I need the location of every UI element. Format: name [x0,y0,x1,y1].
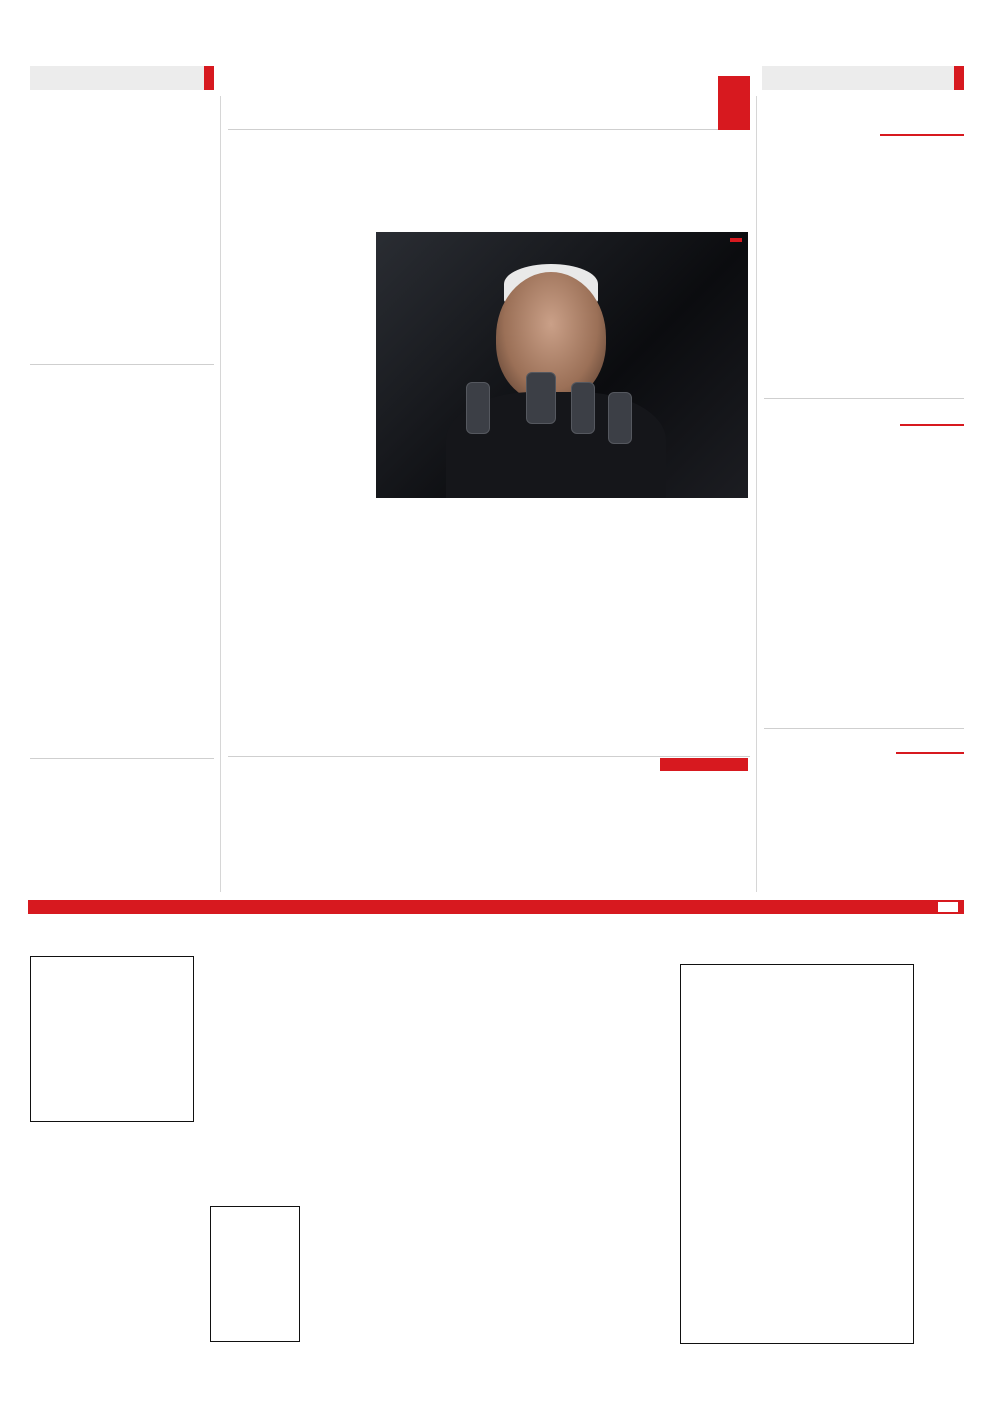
microphone-icon [466,382,490,434]
mini-crossword-grid [210,1206,300,1342]
across-clues [320,982,672,1142]
story-divider [228,756,750,757]
report-tag-2 [660,758,748,771]
microphone-icon [608,392,632,444]
lead-column-4b [230,510,330,750]
sudoku-grid[interactable] [30,956,194,1122]
left-section-band [30,66,214,90]
microphone-icon [526,372,556,424]
right-story1-body [764,150,964,394]
crossword-row-numbers [918,964,952,1344]
left-section-marker [204,66,214,90]
right-story2-body [764,442,964,728]
puzzle-band [28,900,964,914]
right-divider [764,398,964,399]
second-column-5 [230,796,326,892]
masthead [228,76,750,130]
left-story3-body [30,824,214,892]
column-rule [220,96,221,892]
left-story1-body [30,146,214,360]
paper-tag-jamejam [896,752,964,754]
newspaper-logo [718,76,750,130]
letter-puzzle-grid [30,1214,194,1340]
microphone-icon [571,382,595,434]
left-story2-body [30,418,214,754]
second-column-4 [332,796,432,892]
paper-tag-resalat [900,424,964,426]
lead-column-4 [230,232,370,504]
right-section-marker [954,66,964,90]
lead-column-3 [444,504,542,750]
second-column-2 [542,796,642,892]
lead-photo [376,232,748,498]
lead-column-1 [654,504,748,750]
down-clues [320,1162,672,1342]
right-story3-body [764,772,964,892]
column-rule [756,96,757,892]
second-column-3 [436,796,536,892]
report-tag [730,238,742,242]
right-divider [764,728,964,729]
right-section-band [762,66,964,90]
puzzle-band-box [938,902,958,912]
second-column-1 [648,796,748,892]
left-divider [30,364,214,365]
paper-tag-hamshahri [880,134,964,136]
lead-column-2 [548,504,648,750]
crossword-grid[interactable] [680,964,914,1344]
lead-column-3b [338,504,438,750]
left-divider [30,758,214,759]
